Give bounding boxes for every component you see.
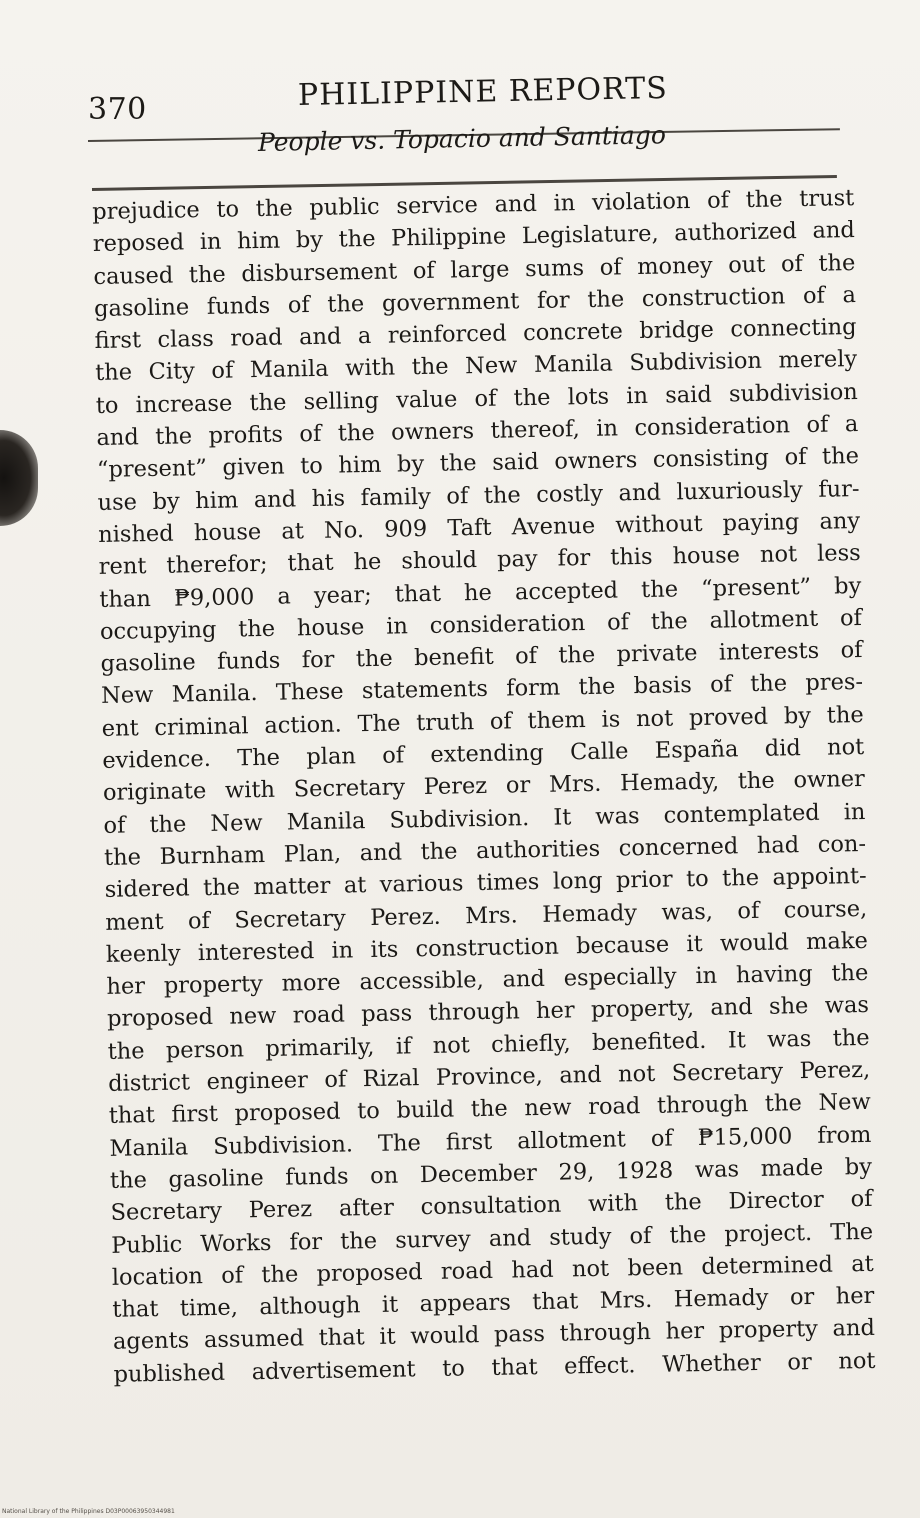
footer-credit: National Library of the Philippines D03P00063950344981 <box>2 1508 175 1515</box>
body-line: agents assumed that it would pass through her property and <box>112 1315 876 1356</box>
page-number: 370 <box>88 92 147 127</box>
body-line: use by him and his family of the costly and luxuriously fur- <box>97 475 860 516</box>
body-line: nished house at No. 909 Taft Avenue without paying any <box>97 507 861 548</box>
body-line: the City of Manila with the New Manila Subdivision merely <box>95 346 858 387</box>
body-line: first class road and a reinforced concrete bridge connecting <box>94 314 857 355</box>
body-line: the person primarily, if not chiefly, benefited. It was the <box>107 1024 870 1065</box>
body-line: her property more accessible, and especially in having the <box>106 960 869 1000</box>
body-line: location of the proposed road had not been determined at <box>111 1250 874 1291</box>
body-line: keenly interested in its construction because it would make <box>105 927 869 968</box>
thumb-shadow <box>0 430 38 526</box>
case-title: People vs. Topacio and Santiago <box>257 120 667 157</box>
body-line: and the profits of the owners thereof, in consideration of a <box>96 411 859 452</box>
body-line: ent criminal action. The truth of them is not proved by the <box>101 701 864 742</box>
body-line: that time, although it appears that Mrs. Hemady or her <box>112 1282 875 1323</box>
body-line: rent therefor; that he should pay for this house not less <box>98 540 861 581</box>
body-line: the Burnham Plan, and the authorities concerned had con- <box>103 830 867 871</box>
body-line: of the New Manila Subdivision. It was contemplated in <box>103 798 866 839</box>
body-line: to increase the selling value of the lots in said subdivision <box>95 378 858 419</box>
body-line: the gasoline funds on December 29, 1928 was made by <box>109 1153 873 1194</box>
body-line: evidence. The plan of extending Calle España did not <box>102 733 865 774</box>
body-line: sidered the matter at various times long prior to the appoint- <box>104 863 867 904</box>
body-line: Public Works for the survey and study of the project. The <box>110 1218 874 1259</box>
body-line: “present” given to him by the said owners consisting of the <box>96 443 860 484</box>
body-line: that first proposed to build the new road through the New <box>108 1089 871 1130</box>
body-line: originate with Secretary Perez or Mrs. Hemady, the owner <box>102 766 866 807</box>
body-line: district engineer of Rizal Province, and not Secretary Perez, <box>108 1056 871 1097</box>
body-line: gasoline funds of the government for the construction of a <box>93 281 857 322</box>
body-line: reposed in him by the Philippine Legislature, authorized and <box>92 217 855 258</box>
body-line: Manila Subdivision. The first allotment of ₱15,000 from <box>109 1121 872 1162</box>
body-line: published advertisement to that effect. Whether or not <box>113 1347 876 1388</box>
body-line: New Manila. These statements form the basis of the pres- <box>100 669 864 710</box>
body-line: prejudice to the public service and in violation of the trust <box>92 185 855 225</box>
body-line: occupying the house in consideration of the allotment of <box>99 604 863 645</box>
body-line: than ₱9,000 a year; that he accepted the “present” by <box>99 572 862 613</box>
body-text <box>92 182 876 1391</box>
body-line: proposed new road pass through her property, and she was <box>106 992 870 1033</box>
body-line: gasoline funds for the benefit of the private interests of <box>100 637 863 678</box>
body-line: ment of Secretary Perez. Mrs. Hemady was, of course, <box>105 895 868 936</box>
body-line: Secretary Perez after consultation with the Director of <box>110 1186 873 1227</box>
running-head: PHILIPPINE REPORTS <box>297 70 669 113</box>
body-line: caused the disbursement of large sums of money out of the <box>93 249 856 290</box>
